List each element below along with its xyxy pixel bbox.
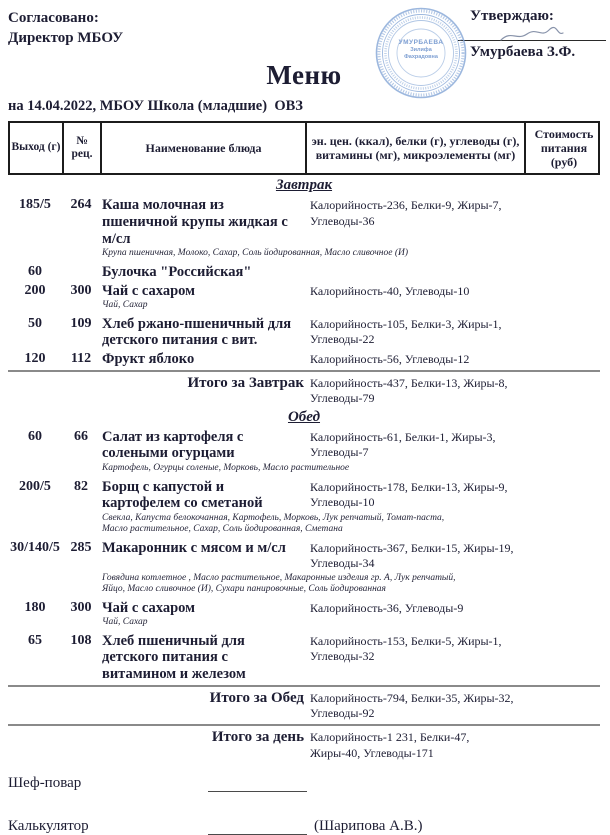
ingredients-row <box>8 462 600 476</box>
section-heading: Завтрак <box>275 177 333 194</box>
dish-weight: 120 <box>24 350 46 366</box>
col-header-recipe: № рец. <box>64 123 102 173</box>
col-header-dish: Наименование блюда <box>102 123 307 173</box>
dish-nutrition: Калорийность-36, Углеводы-9 <box>310 600 464 615</box>
official-stamp <box>374 6 468 100</box>
dish-row <box>8 427 600 462</box>
dish-row <box>8 631 600 683</box>
total-label: Итого за день <box>211 728 304 745</box>
chef-label: Шеф-повар <box>8 775 82 792</box>
table-body <box>8 175 600 761</box>
section-separator <box>8 685 600 687</box>
dish-recipe-number: 285 <box>70 539 92 555</box>
document-footer <box>8 775 600 835</box>
ingredients-row <box>8 247 600 261</box>
dish-recipe-number: 112 <box>70 350 92 366</box>
section-total-row <box>8 688 600 722</box>
day-total-separator <box>8 724 600 726</box>
calculator-label: Калькулятор <box>8 818 89 835</box>
dish-nutrition: Калорийность-178, Белки-13, Жиры-9, Углеводы-10 <box>310 479 508 510</box>
table-header <box>8 121 600 175</box>
page-title: Меню <box>266 60 342 90</box>
agreed-block <box>8 8 123 48</box>
dish-nutrition: Калорийность-236, Белки-9, Жиры-7, Углеводы-36 <box>310 198 502 229</box>
dish-ingredients: Чай, Сахар <box>102 617 148 628</box>
ingredients-row <box>8 512 600 538</box>
dish-row <box>8 262 600 281</box>
dish-recipe-number: 109 <box>70 315 92 331</box>
approve-label: Утверждаю: <box>470 8 554 24</box>
dish-row <box>8 195 600 247</box>
menu-subtitle: на 14.04.2022, МБОУ Школа (младшие) ОВЗ <box>8 98 303 114</box>
dish-weight: 200 <box>24 282 46 298</box>
col-header-weight: Выход (г) <box>10 123 64 173</box>
dish-row <box>8 281 600 300</box>
section-heading: Обед <box>287 408 321 425</box>
approver-name: Умурбаева З.Ф. <box>470 44 576 60</box>
dish-row <box>8 477 600 512</box>
dish-weight: 65 <box>28 632 42 648</box>
dish-recipe-number: 82 <box>74 478 88 494</box>
dish-recipe-number: 108 <box>70 632 92 648</box>
section-total-row <box>8 373 600 407</box>
dish-name: Салат из картофеля с солеными огурцами <box>102 428 244 462</box>
day-total-row <box>8 727 600 761</box>
dish-name: Макаронник с мясом и м/сл <box>102 539 286 556</box>
total-label: Итого за Завтрак <box>187 374 304 391</box>
dish-name: Чай с сахаром <box>102 282 196 299</box>
ingredients-row <box>8 572 600 598</box>
dish-row <box>8 598 600 617</box>
dish-recipe-number <box>62 262 100 264</box>
dish-weight: 60 <box>28 263 42 279</box>
dish-row <box>8 538 600 572</box>
stamp-name: УМУРБАЕВА Зилифа Фахрадовна <box>398 39 444 60</box>
dish-name: Каша молочная из пшеничной крупы жидкая с м/сл <box>102 197 288 247</box>
dish-recipe-number: 66 <box>74 428 88 444</box>
dish-nutrition: Калорийность-61, Белки-1, Жиры-3, Углеводы-7 <box>310 429 496 460</box>
dish-nutrition: Калорийность-40, Углеводы-10 <box>310 283 470 298</box>
dish-name: Борщ с капустой и картофелем со сметаной <box>102 478 263 512</box>
dish-ingredients: Чай, Сахар <box>102 300 148 311</box>
section-separator <box>8 370 600 372</box>
dish-ingredients: Свекла, Капуста белокочанная, Картофель, Морковь, Лук репчатый, Томат-паста, Масло растительное, Сахар, Соль йодированная, Сметана <box>102 512 445 535</box>
col-header-cost: Стоимость питания (руб) <box>534 127 594 170</box>
total-label: Итого за Обед <box>209 689 304 706</box>
dish-ingredients: Крупа пшеничная, Молоко, Сахар, Соль йодированная, Масло сливочное (И) <box>102 248 409 259</box>
chef-row <box>8 775 600 792</box>
dish-weight: 30/140/5 <box>10 539 60 555</box>
document-header <box>8 6 600 58</box>
dish-nutrition <box>305 262 524 265</box>
dish-row <box>8 349 600 368</box>
ingredients-row <box>8 299 600 313</box>
calculator-name: (Шарипова А.В.) <box>314 818 423 835</box>
dish-recipe-number: 264 <box>70 197 92 213</box>
dish-name: Хлеб ржано-пшеничный для детского питания с вит. <box>102 315 292 349</box>
agreed-role: Директор МБОУ <box>8 30 124 46</box>
total-nutrition: Калорийность-794, Белки-35, Жиры-32, Углеводы-92 <box>310 690 514 721</box>
ingredients-row <box>8 616 600 630</box>
dish-weight: 50 <box>28 315 42 331</box>
approve-block <box>458 8 606 61</box>
dish-nutrition: Калорийность-367, Белки-15, Жиры-19, Углеводы-34 <box>310 540 514 571</box>
dish-recipe-number: 300 <box>70 599 92 615</box>
dish-weight: 185/5 <box>19 197 51 213</box>
dish-nutrition: Калорийность-153, Белки-5, Жиры-1, Углеводы-32 <box>310 633 502 664</box>
dish-nutrition: Калорийность-105, Белки-3, Жиры-1, Углеводы-22 <box>310 316 502 347</box>
dish-nutrition: Калорийность-56, Углеводы-12 <box>310 351 470 366</box>
dish-recipe-number: 300 <box>70 282 92 298</box>
dish-ingredients: Картофель, Огурцы соленые, Морковь, Масло растительное <box>102 463 350 474</box>
total-nutrition: Калорийность-1 231, Белки-47, Жиры-40, Углеводы-171 <box>310 729 470 760</box>
calculator-row <box>8 818 600 835</box>
dish-name: Хлеб пшеничный для детского питания с витамином и железом <box>102 632 246 683</box>
dish-row <box>8 314 600 349</box>
col-header-nutrition: эн. цен. (ккал), белки (г), углеводы (г), витамины (мг), микроэлементы (мг) <box>307 123 526 173</box>
agreed-label: Согласовано: <box>8 10 99 26</box>
dish-weight: 60 <box>28 428 42 444</box>
dish-name: Чай с сахаром <box>102 599 196 616</box>
dish-weight: 180 <box>24 599 46 615</box>
dish-name: Булочка "Российская" <box>102 263 252 280</box>
calculator-signature-line <box>208 819 307 835</box>
dish-weight: 200/5 <box>19 478 51 494</box>
dish-ingredients: Говядина котлетное , Масло растительное, Макаронные изделия гр. А, Лук репчатый, Яйцо, Масло сливочное (И), Сухари панировочные, Соль йодированная <box>102 572 456 595</box>
dish-name: Фрукт яблоко <box>102 350 195 367</box>
total-nutrition: Калорийность-437, Белки-13, Жиры-8, Углеводы-79 <box>310 375 508 406</box>
chef-signature-line <box>208 776 307 792</box>
